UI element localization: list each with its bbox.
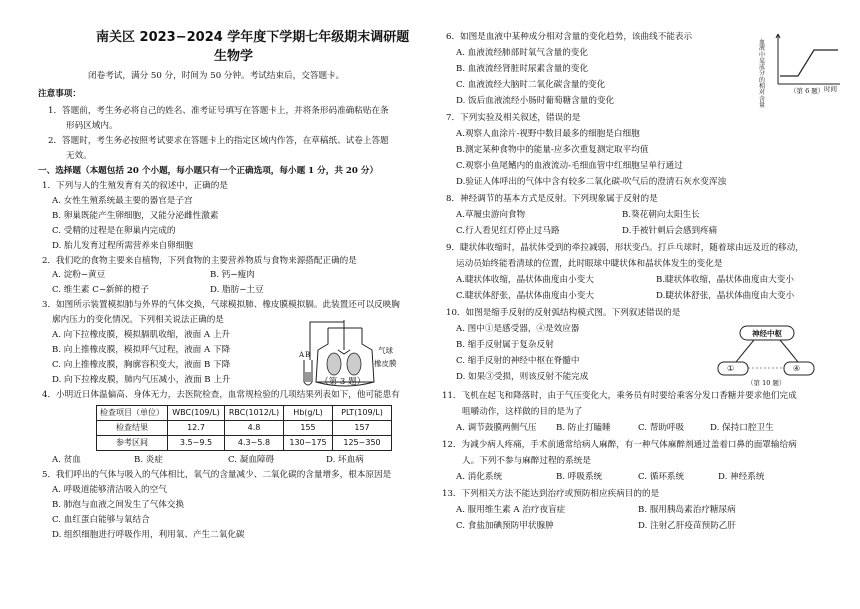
fig3-label-membrane: 橡皮膜 bbox=[374, 359, 397, 368]
table-cell: 12.7 bbox=[168, 421, 225, 436]
table-cell: 130~175 bbox=[284, 436, 333, 451]
table-cell: 检查结果 bbox=[97, 421, 168, 436]
option: C. 帮助呼吸 bbox=[638, 423, 685, 433]
fig10-node-1: ① bbox=[727, 364, 735, 373]
note-line: 无效。 bbox=[66, 151, 92, 161]
option: B.睫状体收缩，晶状体曲度由大变小 bbox=[656, 275, 794, 285]
question-stem: 7．下列实验及相关叙述，错误的是 bbox=[446, 113, 581, 123]
option: C. 缩手反射的神经中枢在脊髓中 bbox=[456, 356, 580, 366]
question-stem: 2．我们吃的食物主要来自植物，下列食物的主要营养物质与食物来源搭配正确的是 bbox=[42, 256, 357, 266]
option: C. 血红蛋白能够与氧结合 bbox=[52, 515, 150, 525]
option: D. 注射乙肝疫苗预防乙肝 bbox=[638, 521, 736, 531]
option: B. 呼吸系统 bbox=[556, 472, 603, 482]
table-cell: 参考区间 bbox=[97, 436, 168, 451]
option: C. 血液流经大脑时二氧化碳含量的变化 bbox=[456, 80, 606, 90]
option: D.睫状体舒张，晶状体曲度由大变小 bbox=[656, 291, 795, 301]
question-stem-cont: 咀嚼动作，这样做的目的是为了 bbox=[462, 407, 583, 417]
table-header-cell: Hb(g/L) bbox=[284, 406, 333, 421]
option: C.观察小鱼尾鳍内的血液流动-毛细血管中红细胞呈单行通过 bbox=[456, 161, 683, 171]
table-cell: 157 bbox=[333, 421, 392, 436]
table-header-cell: 检查项目（单位） bbox=[97, 406, 168, 421]
option: C. 维生素 C−新鲜的橙子 bbox=[52, 285, 149, 295]
option: A.草履虫游向食物 bbox=[456, 210, 526, 220]
option: A. 消化系统 bbox=[456, 472, 503, 482]
fig6-xlabel: 时间 bbox=[824, 85, 837, 93]
option: D. 保持口腔卫生 bbox=[710, 423, 774, 433]
table-cell: 155 bbox=[284, 421, 333, 436]
option: A. 调节鼓膜两侧气压 bbox=[456, 423, 537, 433]
question-stem: 4．小明近日体温偏高、身体无力，去医院检查，血常规检验的几项结果列表如下，他可能患有 bbox=[42, 390, 400, 400]
fig3-label-b: B bbox=[305, 351, 311, 359]
option: A. 呼吸道能够清洁吸入的空气 bbox=[52, 485, 167, 495]
option: C. 食盐加碘预防甲状腺肿 bbox=[456, 521, 554, 531]
note-line: 2．答题时，考生务必按照考试要求在答题卡上的指定区域内作答，在草稿纸、试卷上答题 bbox=[48, 136, 389, 146]
option: A. 向下拉橡皮膜，模拟膈肌收缩，液面 A 上升 bbox=[52, 330, 231, 340]
table-cell: 125~350 bbox=[333, 436, 392, 451]
option: D. 向下拉橡皮膜，肺内气压减小，液面 B 上升 bbox=[52, 375, 231, 385]
fig3-label-a: A bbox=[299, 351, 305, 359]
option: A. 血液流经肺部时氧气含量的变化 bbox=[456, 48, 588, 58]
option: B. 血液流经肾脏时尿素含量的变化 bbox=[456, 64, 589, 74]
option: B. 肺泡与血液之间发生了气体交换 bbox=[52, 500, 185, 510]
subject-title: 生物学 bbox=[214, 49, 254, 64]
fig10-caption: （第 10 题） bbox=[747, 379, 786, 387]
question-stem-cont: 运动员始终能看清球的位置，此时眼球中睫状体和晶状体发生的变化是 bbox=[456, 259, 723, 269]
table-cell: 3.5~9.5 bbox=[168, 436, 225, 451]
option: A. 图中①是感受器，④是效应器 bbox=[456, 324, 580, 334]
option: B. 向上推橡皮膜，模拟呼气过程，液面 A 下降 bbox=[52, 345, 231, 355]
option: A.睫状体收缩，晶状体曲度由小变大 bbox=[456, 275, 594, 285]
option: A. 贫血 bbox=[52, 455, 81, 465]
option: B. 钙−瘦肉 bbox=[210, 270, 255, 280]
option: D.验证人体呼出的气体中含有较多二氧化碳-吹气后的澄清石灰水变浑浊 bbox=[456, 177, 727, 187]
option: B. 缩手反射属于复杂反射 bbox=[456, 340, 554, 350]
option: B. 炎症 bbox=[134, 455, 163, 465]
option: B.葵花朝向太阳生长 bbox=[622, 210, 700, 220]
option: B. 服用胰岛素治疗糖尿病 bbox=[638, 505, 736, 515]
option: B.测定某种食物中的能量-应多次重复测定取平均值 bbox=[456, 145, 649, 155]
question-stem-cont: 人。下列不参与麻醉过程的系统是 bbox=[462, 456, 591, 466]
question-stem: 13．下列相关方法不能达到治疗或预防相应疾病目的的是 bbox=[442, 489, 660, 499]
table-header-cell: WBC(109/L) bbox=[168, 406, 225, 421]
option: D. 组织细胞进行呼吸作用，利用氧、产生二氧化碳 bbox=[52, 530, 245, 540]
table-cell: 4.3~5.8 bbox=[225, 436, 284, 451]
fig3-label-balloon: 气球 bbox=[378, 346, 393, 355]
option: A.观察人血涂片-视野中数目最多的细胞是白细胞 bbox=[456, 129, 640, 139]
question-stem: 5．我们呼出的气体与吸入的气体相比，氧气的含量减少、二氧化碳的含量增多，根本原因是 bbox=[42, 470, 392, 480]
option: C. 受精的过程是在卵巢内完成的 bbox=[52, 226, 176, 236]
option: D. 神经系统 bbox=[718, 472, 765, 482]
exam-title: 南关区 2023−2024 学年度下学期七年级期末调研题 bbox=[96, 30, 410, 45]
fig3-caption: （第 3 题） bbox=[320, 377, 366, 387]
table-row bbox=[97, 436, 392, 451]
option: B. 防止打瞌睡 bbox=[556, 423, 611, 433]
option: D. 饭后血液流经小肠时葡萄糖含量的变化 bbox=[456, 96, 615, 106]
option: D. 脂肪−土豆 bbox=[210, 285, 264, 295]
option: C.睫状体舒张，晶状体曲度由小变大 bbox=[456, 291, 594, 301]
question-stem: 6．如图是血液中某种成分相对含量的变化趋势，该曲线不能表示 bbox=[446, 32, 693, 42]
option: D. 坏血病 bbox=[326, 455, 364, 465]
question-stem: 12．为减少病人疼痛，手术前通常给病人麻醉，有一种气体麻醉剂通过盖着口鼻的面罩输给病 bbox=[442, 440, 797, 450]
question-stem: 3．如图所示装置模拟肺与外界的气体交换，气球模拟肺、橡皮膜模拟膈。此装置还可以反映胸 bbox=[42, 300, 400, 310]
fig10-node-4: ④ bbox=[793, 364, 801, 373]
option: C. 向上推橡皮膜，胸廓容积变大，液面 B 下降 bbox=[52, 360, 231, 370]
option: C.行人看见红灯停止过马路 bbox=[456, 226, 560, 236]
section-heading: 一、选择题（本题包括 20 个小题，每小题只有一个正确选项，每小题 1 分，共 20 分） bbox=[38, 166, 379, 176]
question-stem: 10．如图是缩手反射的反射弧结构模式图。下列叙述错误的是 bbox=[446, 308, 681, 318]
option: B. 卵巢既能产生卵细胞，又能分泌雌性激素 bbox=[52, 211, 219, 221]
option: A. 淀粉−黄豆 bbox=[52, 270, 106, 280]
fig10-center-label: 神经中枢 bbox=[752, 329, 782, 338]
option: D. 如果③受损，则该反射不能完成 bbox=[456, 372, 589, 382]
fig6-ylabel: 血液中某成分的相对含量 bbox=[759, 39, 766, 109]
table-row bbox=[97, 421, 392, 436]
option: A. 服用维生素 A 治疗夜盲症 bbox=[456, 505, 566, 515]
note-line: 1．答题前，考生务必将自己的姓名、准考证号填写在答题卡上，并将条形码准确粘贴在条 bbox=[48, 106, 389, 116]
question-stem: 11．飞机在起飞和降落时，由于气压变化大，乘务员有时要给乘客分发口香糖并要求他们完成 bbox=[442, 391, 797, 401]
table-header-row bbox=[97, 406, 392, 421]
option: D.手被针刺后会感到疼痛 bbox=[622, 226, 718, 236]
option: C. 循环系统 bbox=[638, 472, 685, 482]
notes-heading: 注意事项： bbox=[38, 89, 81, 99]
question-stem: 1．下列与人的生殖发育有关的叙述中，正确的是 bbox=[42, 181, 228, 191]
table-header-cell: PLT(109/L) bbox=[333, 406, 392, 421]
exam-info: 闭卷考试，满分 50 分，时间为 50 分钟。考试结束后，交答题卡。 bbox=[88, 71, 345, 81]
blood-test-table bbox=[96, 405, 392, 451]
fig6-caption: （第 6 题） bbox=[790, 87, 825, 95]
option: C. 凝血障碍 bbox=[228, 455, 275, 465]
table-header-cell: RBC(1012/L) bbox=[225, 406, 284, 421]
option: A. 女性生殖系统最主要的器官是子宫 bbox=[52, 196, 193, 206]
table-cell: 4.8 bbox=[225, 421, 284, 436]
question-stem: 9．睫状体收缩时，晶状体受到的牵拉减弱，形状变凸。打乒乓球时，随着球由远及近的移动， bbox=[446, 243, 804, 253]
question-stem-cont: 廓内压力的变化情况。下列相关说法正确的是 bbox=[52, 315, 224, 325]
note-line: 形码区域内。 bbox=[66, 121, 118, 131]
option: D. 胎儿发育过程所需营养来自卵细胞 bbox=[52, 241, 193, 251]
question-stem: 8．神经调节的基本方式是反射。下列现象属于反射的是 bbox=[446, 194, 658, 204]
